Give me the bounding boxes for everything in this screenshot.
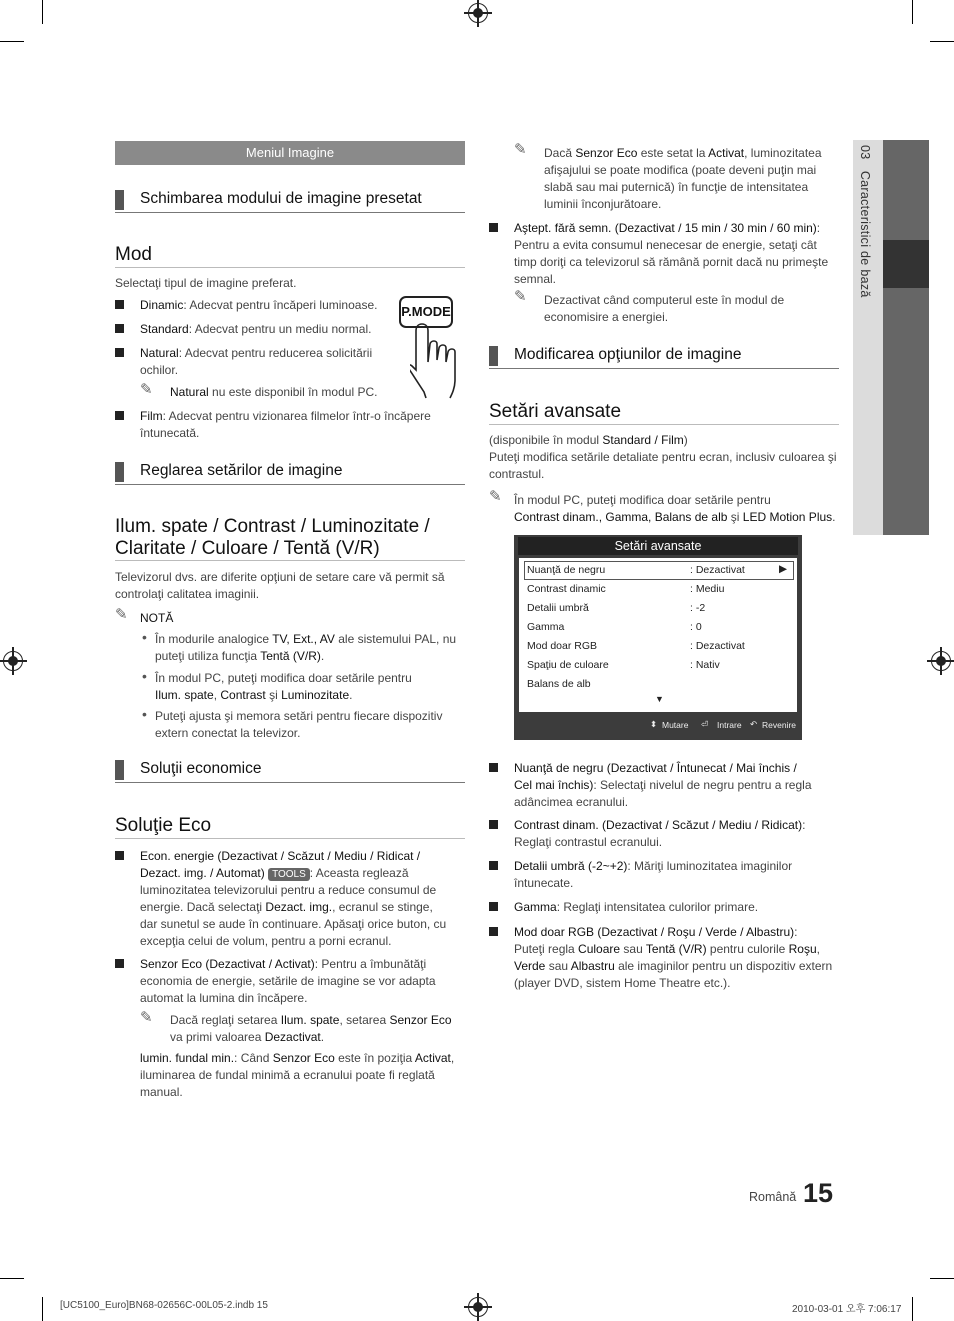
crop-mark <box>0 1278 24 1279</box>
advanced-note: În modul PC, puteţi modifica doar setările pentru Contrast dinam., Gamma, Balans de alb şi LED Motion Plus. <box>514 493 836 524</box>
osd-row-label[interactable]: Spaţiu de culoare <box>527 659 609 671</box>
note-label: NOTĂ <box>140 611 174 625</box>
bullet-icon <box>489 927 498 936</box>
page-number: 15 <box>803 1178 834 1208</box>
crop-mark <box>912 1297 913 1321</box>
crop-mark <box>930 1278 954 1279</box>
osd-row-value: : -2 <box>690 602 706 614</box>
subheading: Reglarea setărilor de imagine <box>115 462 465 485</box>
bullet-icon <box>489 820 498 829</box>
eco-sensor-note: Dacă Senzor Eco este setat la Activat, luminozitatea afişajului se poate modifica (poate deveni puţin mai slabă sau mai puternică) în funcţie de intensitatea luminii înconjurătoare. <box>544 146 822 211</box>
dot-bullet: • <box>142 629 147 645</box>
lumin-text: lumin. fundal min.: Când Senzor Eco este în poziţia Activat, iluminarea de fundal minimă a ecranului poate fi reglată manual. <box>140 1051 455 1099</box>
registration-mark-icon <box>468 3 488 23</box>
osd-row-label[interactable]: Contrast dinamic <box>527 583 606 595</box>
crop-mark <box>42 0 43 24</box>
page-language: Română <box>749 1190 797 1204</box>
registration-mark-icon <box>931 651 951 671</box>
heading-advanced: Setări avansate <box>489 401 839 425</box>
note-pencil-icon: ✎ <box>514 288 527 305</box>
note-pencil-icon: ✎ <box>140 1009 153 1026</box>
adv-item: Gamma: Reglaţi intensitatea culorilor primare. <box>514 900 759 914</box>
mod-item: Standard: Adecvat pentru un mediu normal. <box>140 322 372 336</box>
adv-item: Mod doar RGB (Dezactivat / Roşu / Verde / Albastru): Puteţi regla Culoare sau Tentă (V/R) pentru culorile Roşu, Verde sau Albastru ale imaginilor pentru un dispozitiv extern (player DVD, sistem Home Theatre etc.). <box>514 925 833 990</box>
adv-item: Detalii umbră (-2~+2): Măriţi luminozitatea imaginilor întunecate. <box>514 859 793 890</box>
bullet-icon <box>489 223 498 232</box>
note-pencil-icon: ✎ <box>489 488 502 505</box>
mod-item: Film: Adecvat pentru vizionarea filmelor într-o încăpere întunecată. <box>140 409 431 440</box>
eco-item: Senzor Eco (Dezactivat / Activat): Pentru a îmbunătăţi economia de energie, setările de imagine se vor adapta automat la lumina din încăpere. <box>140 957 436 1005</box>
chapter-tab-marker <box>883 240 929 288</box>
osd-row-label[interactable]: Balans de alb <box>527 678 591 690</box>
osd-row-value: : 0 <box>690 621 702 633</box>
bullet-icon <box>489 861 498 870</box>
osd-row-value: : Mediu <box>690 583 725 595</box>
move-icon: ⬍ <box>650 719 658 729</box>
chapter-label: 03 Caracteristici de bază <box>858 145 872 298</box>
chapter-tab-dark <box>883 140 929 535</box>
heading-ilum: Ilum. spate / Contrast / Luminozitate / Claritate / Culoare / Tentă (V/R) <box>115 516 465 561</box>
note-pencil-icon: ✎ <box>140 381 153 398</box>
ilum-bullet: În modul PC, puteţi modifica doar setările pentru Ilum. spate, Contrast şi Luminozitate. <box>155 671 412 702</box>
bullet-icon <box>115 300 124 309</box>
osd-row-value: : Nativ <box>690 659 720 671</box>
bullet-icon <box>115 324 124 333</box>
osd-row-label[interactable]: Mod doar RGB <box>527 640 598 652</box>
subheading: Soluţii economice <box>115 760 465 783</box>
bullet-icon <box>115 411 124 420</box>
pmode-button: P.MODE <box>399 296 453 328</box>
mod-note: Natural nu este disponibil în modul PC. <box>170 385 378 399</box>
footer-return: Revenire <box>762 720 797 730</box>
crop-mark <box>42 1297 43 1321</box>
note-pencil-icon: ✎ <box>115 606 128 623</box>
dot-bullet: • <box>142 706 147 722</box>
mod-intro: Selectaţi tipul de imagine preferat. <box>115 276 297 290</box>
advanced-intro: (disponibile în modul Standard / Film) Puteţi modifica setările detaliate pentru ecran, inclusiv culoarea şi contrastul. <box>489 433 837 481</box>
adv-item: Nuanţă de negru (Dezactivat / Întunecat / Mai închis / Cel mai închis): Selectaţi nivelul de negru pentru a regla adâncimea ecranului. <box>514 761 812 809</box>
osd-row-label: Nuanţă de negru <box>527 564 606 576</box>
return-icon: ↶ <box>750 719 758 729</box>
dot-bullet: • <box>142 668 147 684</box>
section-banner: Meniul Imagine <box>115 141 465 165</box>
footer-move: Mutare <box>662 720 689 730</box>
bullet-icon <box>115 348 124 357</box>
tools-badge: TOOLS <box>268 868 310 881</box>
osd-row-label[interactable]: Detalii umbră <box>527 602 589 614</box>
bullet-icon <box>115 851 124 860</box>
footer-enter: Intrare <box>717 720 742 730</box>
heading-eco: Soluţie Eco <box>115 815 465 839</box>
osd-row-value: : Dezactivat <box>690 564 745 576</box>
osd-row-value: : Dezactivat <box>690 640 745 652</box>
osd-title: Setări avansate <box>518 537 798 555</box>
bullet-icon <box>489 902 498 911</box>
bullet-icon <box>115 959 124 968</box>
hand-pointer-icon <box>410 322 470 400</box>
mod-item: Dinamic: Adecvat pentru încăperi luminoase. <box>140 298 378 312</box>
registration-mark-icon <box>468 1297 488 1317</box>
adv-item: Contrast dinam. (Dezactivat / Scăzut / Mediu / Ridicat): Reglaţi contrastul ecranului. <box>514 818 806 849</box>
enter-icon: ⏎ <box>701 719 709 729</box>
standby-item: Aştept. fără semn. (Dezactivat / 15 min / 30 min / 60 min): Pentru a evita consumul nenecesar de energie, setaţi cât timp doriţi ca televizorul să rămână pornit dacă nu primeşte semnal. <box>514 221 829 286</box>
arrow-right-icon: ▶ <box>779 563 788 575</box>
note-pencil-icon: ✎ <box>514 141 527 158</box>
bullet-icon <box>489 763 498 772</box>
ilum-bullet: În modurile analogice TV, Ext., AV ale sistemului PAL, nu puteţi utiliza funcţia Tentă (V/R). <box>155 632 457 663</box>
crop-mark <box>912 0 913 24</box>
mod-item: Natural: Adecvat pentru reducerea solicitării ochilor. <box>140 346 373 377</box>
subheading: Schimbarea modului de imagine presetat <box>115 190 465 213</box>
crop-mark <box>0 41 24 42</box>
ilum-bullet: Puteţi ajusta şi memora setări pentru fiecare dispozitiv extern conectat la televizor. <box>155 709 443 740</box>
heading-mod: Mod <box>115 244 465 268</box>
subheading: Modificarea opţiunilor de imagine <box>489 346 839 369</box>
ilum-intro: Televizorul dvs. are diferite opţiuni de setare care vă permit să controlaţi calitatea imaginii. <box>115 570 445 601</box>
eco-item: Econ. energie (Dezactivat / Scăzut / Mediu / Ridicat / Dezact. img. / Automat) TOOLS : Aceasta reglează luminozitatea televizorului pentru a reduce consumul de energie. Dacă selectaţi Dezact. img., ecranul se stinge, dar sunetul se aude în continuare. Apăsaţi orice buton, cu excepţia celui de volum, pentru a porni ecranul. <box>140 849 447 948</box>
crop-mark <box>930 41 954 42</box>
scroll-down-icon[interactable]: ▼ <box>655 694 664 704</box>
footer-date: 2010-03-01 오후 7:06:17 <box>792 1304 902 1315</box>
footer-file: [UC5100_Euro]BN68-02656C-00L05-2.indb 15 <box>60 1300 268 1311</box>
eco-note: Dacă reglaţi setarea Ilum. spate, setarea Senzor Eco va primi valoarea Dezactivat. <box>170 1013 452 1044</box>
osd-row-label[interactable]: Gamma <box>527 621 565 633</box>
standby-note: Dezactivat când computerul este în modul de economisire a energiei. <box>544 293 785 324</box>
registration-mark-icon <box>3 651 23 671</box>
